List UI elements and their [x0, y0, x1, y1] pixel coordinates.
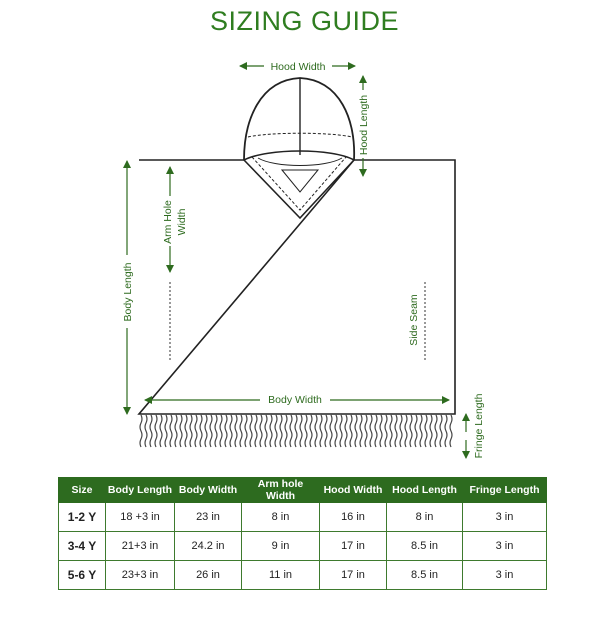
fringe-strand: [325, 415, 327, 447]
header-size: Size: [59, 478, 106, 503]
fringe-strand: [380, 415, 382, 447]
arm-hole-label-line1: Arm Hole: [162, 200, 174, 244]
fringe-strand: [280, 415, 282, 447]
table-row: [59, 561, 547, 590]
fringe-strand: [305, 415, 307, 447]
fringe-strand: [260, 415, 262, 447]
fringe-strand: [255, 415, 257, 447]
size-table: [58, 477, 547, 590]
cell-size: 3-4 Y: [59, 532, 106, 561]
fringe-strand: [285, 415, 287, 447]
cell-body-width: 23 in: [175, 503, 242, 532]
fringe-strand: [400, 415, 402, 447]
fringe-strand: [150, 415, 152, 447]
fringe-strand: [275, 415, 277, 447]
fringe-strand: [350, 415, 352, 447]
fringe-strand: [415, 415, 417, 447]
body-width-label: Body Width: [268, 394, 322, 406]
fringe-strand: [295, 415, 297, 447]
hood-illustration: [244, 78, 354, 218]
side-seam-label: Side Seam: [408, 294, 420, 346]
fringe-strand: [175, 415, 177, 447]
fringe-strand: [395, 415, 397, 447]
body-length-label: Body Length: [122, 262, 134, 322]
fringe-strand: [445, 415, 447, 447]
fringe-strand: [320, 415, 322, 447]
fringe-strand: [440, 415, 442, 447]
cell-fringe-length: 3 in: [463, 532, 547, 561]
cell-hood-width: 17 in: [320, 561, 387, 590]
cell-body-width: 24.2 in: [175, 532, 242, 561]
cell-body-length: 21+3 in: [106, 532, 175, 561]
fringe-strand: [245, 415, 247, 447]
fringe-strand: [160, 415, 162, 447]
fringe-strand: [385, 415, 387, 447]
fringe-strand: [340, 415, 342, 447]
header-body-width: Body Width: [175, 478, 242, 503]
fringe-strand: [330, 415, 332, 447]
cell-arm-hole-width: 8 in: [242, 503, 320, 532]
cell-body-length: 23+3 in: [106, 561, 175, 590]
header-hood-length: Hood Length: [387, 478, 463, 503]
fringe-strand: [355, 415, 357, 447]
fringe-strand: [345, 415, 347, 447]
fringe-strand: [315, 415, 317, 447]
header-fringe-length: Fringe Length: [463, 478, 547, 503]
cell-body-width: 26 in: [175, 561, 242, 590]
cell-fringe-length: 3 in: [463, 561, 547, 590]
fringe-strand: [195, 415, 197, 447]
poncho-body-outline: [139, 160, 455, 414]
fringe-strand: [205, 415, 207, 447]
fringe-strand: [300, 415, 302, 447]
header-arm-hole-width: Arm hole Width: [242, 478, 320, 503]
fringe-strand: [405, 415, 407, 447]
cell-hood-width: 17 in: [320, 532, 387, 561]
page-title: SIZING GUIDE: [209, 6, 399, 36]
cell-size: 1-2 Y: [59, 503, 106, 532]
header-body-length: Body Length: [106, 478, 175, 503]
cell-fringe-length: 3 in: [463, 503, 547, 532]
fringe-strand: [370, 415, 372, 447]
fringe-strand: [335, 415, 337, 447]
cell-hood-width: 16 in: [320, 503, 387, 532]
fringe-strand: [390, 415, 392, 447]
fringe-strand: [210, 415, 212, 447]
header-hood-width: Hood Width: [320, 478, 387, 503]
fringe-strand: [375, 415, 377, 447]
fringe-strand: [240, 415, 242, 447]
cell-size: 5-6 Y: [59, 561, 106, 590]
fringe-strand: [450, 415, 452, 447]
cell-body-length: 18 +3 in: [106, 503, 175, 532]
cell-hood-length: 8 in: [387, 503, 463, 532]
fringe-strand: [140, 415, 142, 447]
fringe-strand: [435, 415, 437, 447]
fringe-strand: [420, 415, 422, 447]
fringe-strand: [235, 415, 237, 447]
arm-hole-label-line2: Width: [176, 208, 188, 236]
fringe-strand: [215, 415, 217, 447]
fringe-strand: [185, 415, 187, 447]
table-row: [59, 532, 547, 561]
cell-arm-hole-width: 9 in: [242, 532, 320, 561]
fringe: [140, 415, 452, 447]
fringe-strand: [290, 415, 292, 447]
fringe-strand: [145, 415, 147, 447]
fringe-strand: [180, 415, 182, 447]
fringe-strand: [190, 415, 192, 447]
fringe-strand: [155, 415, 157, 447]
cell-arm-hole-width: 11 in: [242, 561, 320, 590]
fringe-strand: [430, 415, 432, 447]
fringe-strand: [270, 415, 272, 447]
table-row: [59, 503, 547, 532]
table-header-row: [59, 478, 547, 503]
fringe-strand: [265, 415, 267, 447]
cell-hood-length: 8.5 in: [387, 561, 463, 590]
fringe-strand: [170, 415, 172, 447]
fringe-strand: [165, 415, 167, 447]
fringe-strand: [365, 415, 367, 447]
hood-length-label: Hood Length: [358, 94, 370, 156]
fringe-strand: [250, 415, 252, 447]
fringe-length-label: Fringe Length: [473, 393, 485, 459]
fringe-strand: [225, 415, 227, 447]
fringe-strand: [220, 415, 222, 447]
fringe-strand: [360, 415, 362, 447]
fringe-strand: [425, 415, 427, 447]
fringe-strand: [200, 415, 202, 447]
fringe-strand: [310, 415, 312, 447]
cell-hood-length: 8.5 in: [387, 532, 463, 561]
fringe-strand: [410, 415, 412, 447]
hood-width-label: Hood Width: [270, 61, 326, 73]
fringe-strand: [230, 415, 232, 447]
